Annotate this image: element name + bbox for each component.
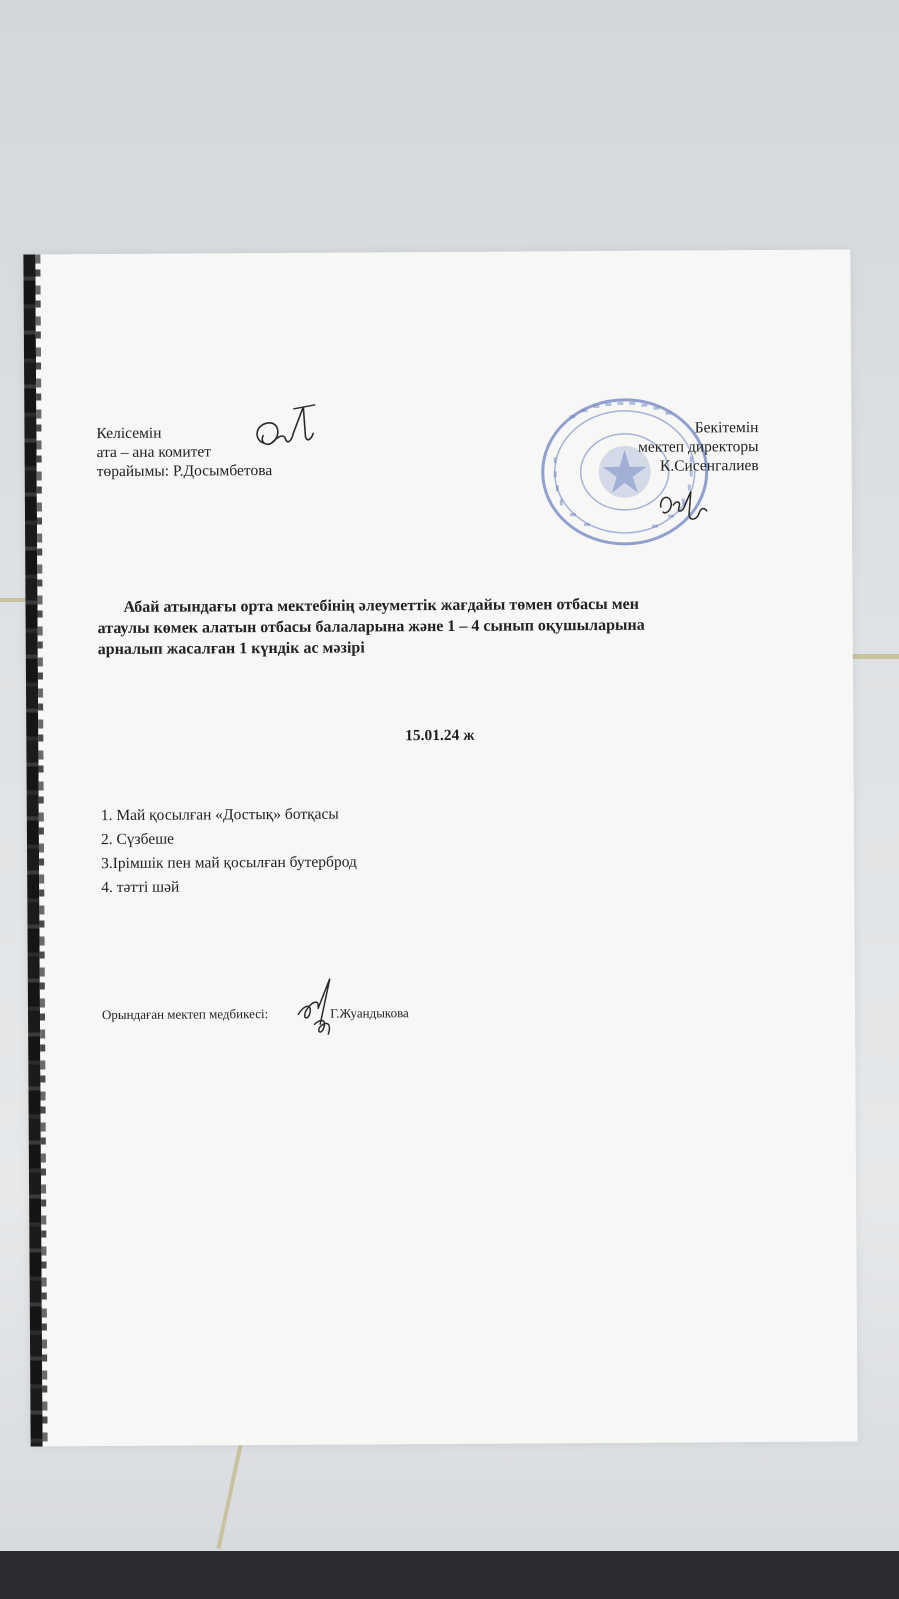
approval-right: [638, 418, 759, 476]
title-line3: арналып жасалған 1 күндік ас мәзірі: [97, 639, 365, 659]
committee-signature: [249, 403, 319, 463]
menu-list: [101, 803, 357, 901]
menu-item: 2. Сүзбеше: [100, 830, 175, 849]
title-line2: атаулы көмек алатын отбасы балаларына және 1 – 4 сынып оқушыларына: [97, 616, 645, 638]
nurse-signature: [290, 975, 350, 1045]
approval-right-line1: Бекітемін: [694, 419, 759, 437]
document-page: [23, 249, 857, 1446]
approval-right-line3: К.Сисенгалиев: [659, 457, 759, 475]
nurse-label: Орындаған мектеп медбикесі:: [101, 1005, 269, 1022]
document-title: [97, 593, 787, 660]
approval-right-line2: мектеп директоры: [638, 438, 759, 456]
approval-left: [96, 423, 272, 481]
approval-left-line3: төрайымы: Р.Досымбетова: [96, 462, 273, 481]
approval-left-line2: ата – ана комитет: [96, 443, 212, 462]
menu-item: 4. тәтті шәй: [101, 878, 180, 897]
menu-item: 1. Май қосылған «Достық» ботқасы: [100, 805, 339, 825]
floor-shadow: [0, 1551, 899, 1599]
nurse-signature-line: [102, 1002, 409, 1024]
title-line1: Абай атындағы орта мектебінің әлеуметтік жағдайы төмен отбасы мен: [123, 595, 639, 616]
director-signature: [655, 485, 715, 525]
nurse-name: Г.Жуандыкова: [330, 1004, 409, 1021]
approval-left-line1: Келісемін: [96, 424, 162, 443]
menu-item: 3.Ірімшік пен май қосылған бутерброд: [101, 853, 357, 873]
document-date: 15.01.24 ж: [405, 726, 475, 745]
